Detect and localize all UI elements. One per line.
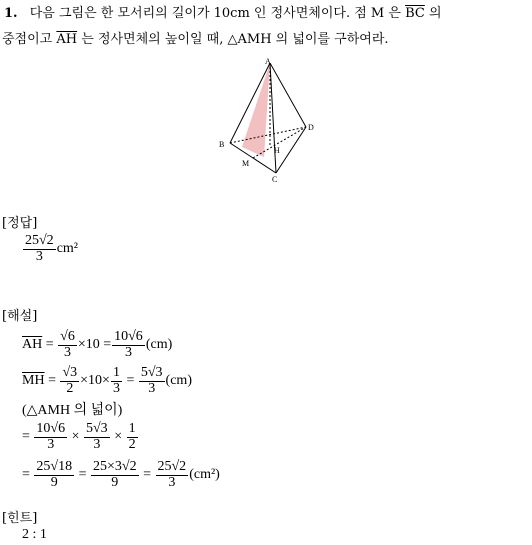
- answer-heading: [정답]: [2, 216, 38, 231]
- edge-ad: [270, 63, 306, 127]
- hint-heading: [힌트]: [2, 511, 38, 526]
- problem-line-1: [4, 2, 442, 21]
- tetrahedron-figure: [210, 55, 320, 185]
- solution-line-3: (△AMH 의 넓이): [22, 403, 123, 418]
- solution-line-1: $\overline{AH}$ = $\frac{√6}{3}$ ×10 = $\frac{10√6}{3}$ (cm): [22, 328, 173, 360]
- problem-text-1-end: 의: [428, 6, 442, 21]
- label-m: M: [242, 159, 250, 168]
- problem-number: 1.: [4, 6, 18, 21]
- answer-fraction: $\frac{25√2}{3}$: [25, 232, 54, 264]
- problem-text-2-start: 중점이고: [2, 32, 53, 47]
- segment-ah: $\overline{AH}$: [56, 32, 78, 47]
- label-d: D: [308, 123, 314, 132]
- solution-line-2: $\overline{MH}$ = $\frac{√3}{2}$ ×10× $\frac{1}{3}$ = $\frac{5√3}{3}$ (cm): [22, 364, 192, 396]
- label-c: C: [272, 175, 278, 184]
- problem-line-2: [2, 28, 389, 47]
- segment-bc: $\overline{BC}$: [405, 6, 425, 21]
- edge-cd: [276, 127, 306, 173]
- solution-line-4: = $\frac{10√6}{3}$ × $\frac{5√3}{3}$ × $\frac{1}{2}$: [22, 420, 136, 452]
- label-b: B: [219, 140, 225, 149]
- hint-text: 2 : 1: [22, 527, 47, 542]
- answer-value: [22, 230, 78, 268]
- edge-bd-hidden: [230, 127, 306, 143]
- edge-ac: [270, 63, 276, 173]
- problem-text-1: 다음 그림은 한 모서리의 길이가 10cm 인 정사면체이다. 점 M 은: [29, 6, 401, 21]
- label-h: H: [274, 146, 280, 155]
- label-a: A: [265, 57, 271, 66]
- problem-text-2-end: 는 정사면체의 높이일 때, △AMH 의 넓이를 구하여라.: [81, 32, 389, 47]
- solution-line-5: = $\frac{25√18}{9}$ = $\frac{25\times 3√2}{9}$ = $\frac{25√2}{3}$ (cm²): [22, 458, 220, 490]
- solution-heading: [해설]: [2, 309, 38, 324]
- answer-unit: cm²: [56, 241, 78, 256]
